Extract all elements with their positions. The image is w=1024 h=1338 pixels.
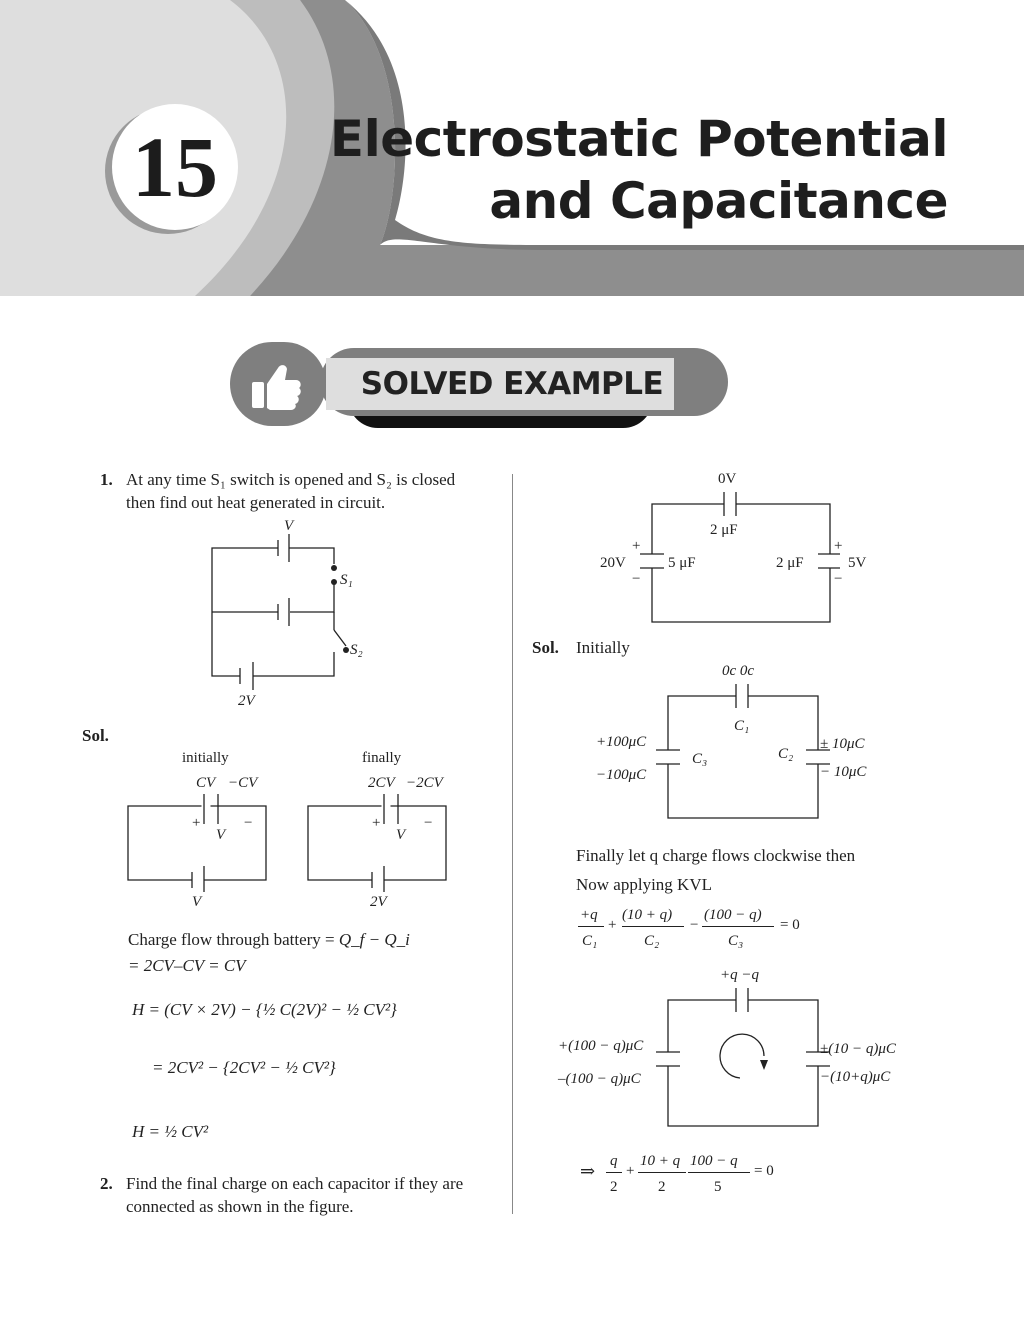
sol1-initially-minus: − (244, 815, 253, 831)
sol2-final-top-charges: +q −q (720, 967, 759, 983)
q2-label-top-c: 2 μF (710, 522, 738, 538)
kvl-d3: C₃ (728, 933, 744, 949)
sol1-initially-charge-right: −CV (228, 775, 258, 791)
kvl-n3: (100 − q) (704, 907, 762, 923)
clockwise-arrow-icon (720, 1034, 764, 1078)
q1-label-s2: S₂ (350, 642, 363, 658)
sol1-text-line2: = 2CV–CV = CV (128, 956, 246, 975)
q1-circuit-diagram (200, 512, 380, 710)
sol1-initially-circuit (126, 794, 272, 892)
kvl-n2: (10 + q) (622, 907, 673, 923)
sol2-init-right-minus: − 10μC (820, 764, 867, 780)
q1-label-top-battery: V (284, 518, 294, 534)
kvl-bar2 (622, 926, 684, 927)
sol2-init-c3: C₃ (692, 751, 708, 767)
sol2-init-left-minus: −100μC (596, 767, 647, 783)
chapter-number: 15 (112, 104, 238, 230)
sol1-eq1: H = (CV × 2V) − {½ C(2V)² − ½ CV²} (132, 1000, 397, 1019)
sol1-finally-title: finally (362, 750, 402, 766)
sol1-finally-circuit (306, 794, 452, 892)
final-eq-bar3 (688, 1172, 750, 1173)
final-eq-d1: 2 (610, 1179, 618, 1195)
final-eq-n3: 100 − q (690, 1153, 738, 1169)
sol2-initially: Initially (576, 638, 630, 657)
final-eq-d3: 5 (714, 1179, 722, 1195)
kvl-op1: + (608, 917, 617, 933)
final-eq-d2: 2 (658, 1179, 666, 1195)
sol1-finally-minus: − (424, 815, 433, 831)
sol2-init-c2: C₂ (778, 746, 794, 762)
sol2-initial-circuit (652, 682, 832, 822)
sol1-text-line1 (128, 928, 410, 951)
sol2-init-top-charges: 0c 0c (722, 663, 755, 679)
final-eq-n1: q (610, 1153, 618, 1169)
q2-label-right-minus: − (834, 571, 843, 587)
sol2-final-right-plus: ±(10 − q)μC (820, 1041, 896, 1057)
q1-number: 1. (100, 470, 113, 489)
kvl-op2: − (690, 917, 699, 933)
sol1-finally-plus: + (372, 815, 381, 831)
q2-number: 2. (100, 1174, 113, 1193)
kvl-d2: C₂ (644, 933, 660, 949)
sol1-initially-cap-v: V (216, 827, 226, 843)
sol2-final-left-plus: +(100 − q)μC (558, 1038, 644, 1054)
sol2-final-circuit (652, 986, 832, 1130)
sol1-text-line1-label: Charge flow through battery = (128, 930, 339, 949)
final-eq-rhs: = 0 (754, 1163, 774, 1179)
q2-label-right-c: 2 μF (776, 555, 804, 571)
sol1-finally-cap-v: V (396, 827, 406, 843)
sol2-init-c1: C₁ (734, 718, 750, 734)
sol1-finally-charge-left: 2CV (368, 775, 395, 791)
final-eq-bar2 (638, 1172, 686, 1173)
kvl-n1: +q (580, 907, 598, 923)
kvl-bar3 (702, 926, 774, 927)
sol1-label: Sol. (82, 726, 109, 745)
q2-label-left-minus: − (632, 571, 641, 587)
chapter-title (330, 108, 948, 232)
banner-label: SOLVED EXAMPLE (360, 366, 664, 402)
sol2-text-line1: Finally let q charge flows clockwise then (576, 846, 856, 865)
sol2-init-left-plus: +100μC (596, 734, 647, 750)
sol1-initially-battery: V (192, 894, 202, 910)
sol2-text-line2: Now applying KVL (576, 875, 712, 894)
q2-label-right-plus: + (834, 538, 843, 554)
sol1-eq2: = 2CV² − {2CV² − ½ CV²} (152, 1058, 336, 1077)
final-eq-n2: 10 + q (640, 1153, 681, 1169)
q1-text-line1: At any time S₁ switch is opened and S₂ is closed (126, 470, 456, 489)
q2-label-right-v: 5V (848, 555, 867, 571)
sol2-final-right-minus: −(10+q)μC (820, 1069, 891, 1085)
kvl-rhs: = 0 (780, 917, 800, 933)
q2-label-left-plus: + (632, 538, 641, 554)
q1-label-s1: S₁ (340, 572, 353, 588)
sol1-finally-charge-right: −2CV (406, 775, 443, 791)
final-eq-bar1 (606, 1172, 622, 1173)
q2-text-line2: connected as shown in the figure. (126, 1197, 354, 1216)
q2-label-left-c: 5 μF (668, 555, 696, 571)
q1-label-bottom-battery: 2V (238, 693, 255, 709)
sol1-text-line1-eq: Q_f − Q_i (338, 930, 410, 949)
sol1-eq3: H = ½ CV² (132, 1122, 209, 1141)
q2-text-line1: Find the final charge on each capacitor if they are (126, 1174, 464, 1193)
sol1-initially-plus: + (192, 815, 201, 831)
chapter-title-line2: and Capacitance (489, 172, 948, 230)
final-eq-arrow: ⇒ (580, 1161, 596, 1181)
column-divider (512, 474, 513, 1214)
sol1-initially-title: initially (182, 750, 229, 766)
kvl-bar1 (578, 926, 604, 927)
chapter-title-line1: Electrostatic Potential (329, 110, 948, 168)
q2-label-top-v: 0V (718, 471, 737, 487)
final-eq-op1: + (626, 1163, 635, 1179)
sol1-finally-battery: 2V (370, 894, 387, 910)
kvl-d1: C₁ (582, 933, 598, 949)
q2-label-left-v: 20V (600, 555, 626, 571)
sol1-initially-charge-left: CV (196, 775, 216, 791)
q1-text-line2: then find out heat generated in circuit. (126, 493, 386, 512)
sol2-init-right-plus: ± 10μC (820, 736, 865, 752)
sol2-label: Sol. (532, 638, 559, 657)
sol2-final-left-minus: –(100 − q)μC (558, 1071, 641, 1087)
